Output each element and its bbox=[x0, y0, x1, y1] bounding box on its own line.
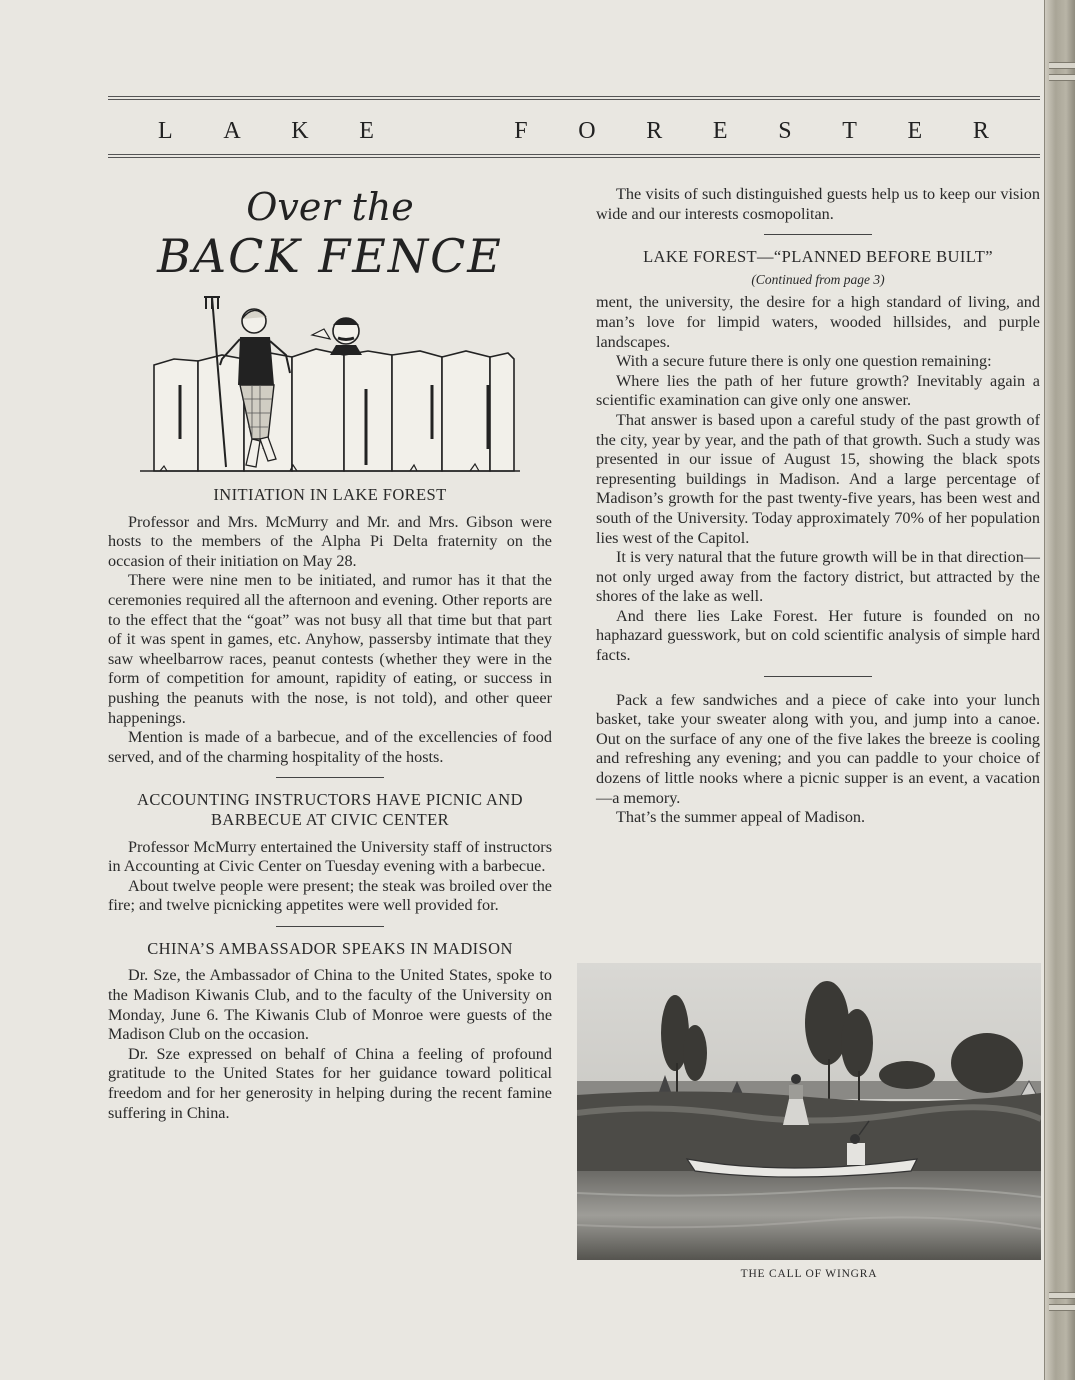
section-divider bbox=[276, 777, 384, 778]
paragraph: Dr. Sze expressed on behalf of China a feeling of profound gratitude to the United States for her guidance toward political freedom and for her generosity in helping during the recent famine suffering in China. bbox=[108, 1044, 552, 1122]
masthead-bottom-rule bbox=[108, 154, 1040, 158]
paragraph: About twelve people were present; the steak was broiled over the fire; and twelve picnicking appetites were well provided for. bbox=[108, 876, 552, 915]
article-heading-initiation: INITIATION IN LAKE FOREST bbox=[213, 485, 447, 504]
paragraph: Pack a few sandwiches and a piece of cake into your lunch basket, take your sweater along with you, and jump into a canoe. Out on the surface of any one of the five lakes the breeze is cooling and refreshing any evening; and you can paddle to your choice of dozens of little nooks where a picnic supper is an event, a vacation—a memory. bbox=[596, 690, 1040, 807]
section-title-line2: BACK FENCE bbox=[157, 229, 503, 283]
masthead-letter: K bbox=[291, 117, 310, 144]
paragraph: It is very natural that the future growth will be in that direction—not only urged away from the factory district, but attracted by the shores of the lake as well. bbox=[596, 548, 1040, 606]
masthead-letter: T bbox=[842, 117, 858, 144]
paragraph: There were nine men to be initiated, and rumor has it that the ceremonies required all the afternoon and evening. Other reports are to the effect that the “goat” was not busy all that time but that part of it was spent in games, etc. Anyhow, passersby intimate that they saw wheelbarrow races, peanut contests (whether they were in the form of competition for amount, rapidity of eating, or success in pushing the peanuts with the nose, is not told), and other queer happenings. bbox=[108, 571, 552, 727]
paragraph: That answer is based upon a careful study of the past growth of the city, year by year, and the path of that growth. Such a study was presented in our issue of August 15, showing the black spots representing buildings in Madison. And a large percentage of Madison’s growth for the past twenty-five years, has been west and south of the University. Today approximately 70% of her population lies west of the Capitol. bbox=[596, 410, 1040, 547]
masthead-letter: E bbox=[907, 117, 924, 144]
section-divider bbox=[764, 234, 872, 235]
masthead-top-rule bbox=[108, 96, 1040, 100]
masthead-letter: R bbox=[646, 117, 664, 144]
section-title-line1: Over the bbox=[246, 185, 414, 229]
paragraph: Professor McMurry entertained the University staff of instructors in Accounting at Civic Center on Tuesday evening with a barbecue. bbox=[108, 837, 552, 876]
article-heading-china: CHINA’S AMBASSADOR SPEAKS IN MADISON bbox=[147, 938, 513, 958]
masthead-letter: E bbox=[359, 117, 375, 144]
masthead-letter: L bbox=[158, 117, 174, 144]
paragraph: And there lies Lake Forest. Her future is founded on no haphazard guesswork, but on cold scientific analysis of simple hard facts. bbox=[596, 606, 1040, 665]
paragraph: ment, the university, the desire for a high standard of living, and man’s love for limpid waters, wooded hillsides, and purple landscapes. bbox=[596, 293, 1040, 351]
masthead-letter: E bbox=[712, 117, 729, 144]
section-divider bbox=[764, 676, 872, 677]
paragraph: That’s the summer appeal of Madison. bbox=[616, 808, 866, 827]
paragraph: Where lies the path of her future growth? Inevitably again a scientific examination can give only one answer. bbox=[596, 371, 1040, 410]
paragraph: Professor and Mrs. McMurry and Mr. and Mrs. Gibson were hosts to the members of the Alpha Pi Delta fraternity on the occasion of their initiation on May 28. bbox=[108, 512, 552, 570]
continuation-note: (Continued from page 3) bbox=[751, 271, 885, 287]
page-binding-edge bbox=[1044, 0, 1075, 1380]
section-divider bbox=[276, 926, 384, 927]
article-heading-lake-forest: LAKE FOREST—“PLANNED BEFORE BUILT” bbox=[643, 247, 993, 267]
paragraph: With a secure future there is only one question remaining: bbox=[616, 352, 992, 371]
masthead-letter: A bbox=[223, 117, 242, 144]
binding-tab bbox=[1049, 1304, 1075, 1311]
right-column bbox=[596, 185, 1040, 828]
binding-tab bbox=[1049, 1292, 1075, 1299]
article-heading-accounting: ACCOUNTING INSTRUCTORS HAVE PICNIC AND BARBECUE AT CIVIC CENTER bbox=[137, 790, 523, 829]
masthead-letter: F bbox=[514, 117, 529, 144]
binding-tab bbox=[1049, 74, 1075, 81]
back-fence-cartoon bbox=[140, 289, 520, 477]
canoe-lake-photo bbox=[577, 963, 1041, 1260]
masthead-letter: O bbox=[578, 117, 597, 144]
left-column bbox=[108, 185, 552, 1123]
binding-tab bbox=[1049, 62, 1075, 69]
masthead-letter: R bbox=[972, 117, 990, 144]
paragraph: The visits of such distinguished guests help us to keep our vision wide and our interests cosmopolitan. bbox=[596, 185, 1040, 223]
paragraph: Dr. Sze, the Ambassador of China to the United States, spoke to the Madison Kiwanis Club, and to the faculty of the University on Monday, June 6. The Kiwanis Club of Monroe were guests of the Madison Club on the occasion. bbox=[108, 966, 552, 1044]
masthead bbox=[108, 118, 1040, 144]
paragraph: Mention is made of a barbecue, and of the excellencies of food served, and of the charming hospitality of the hosts. bbox=[108, 728, 552, 766]
photo-caption: THE CALL OF WINGRA bbox=[740, 1268, 878, 1280]
masthead-letter: S bbox=[778, 117, 793, 144]
